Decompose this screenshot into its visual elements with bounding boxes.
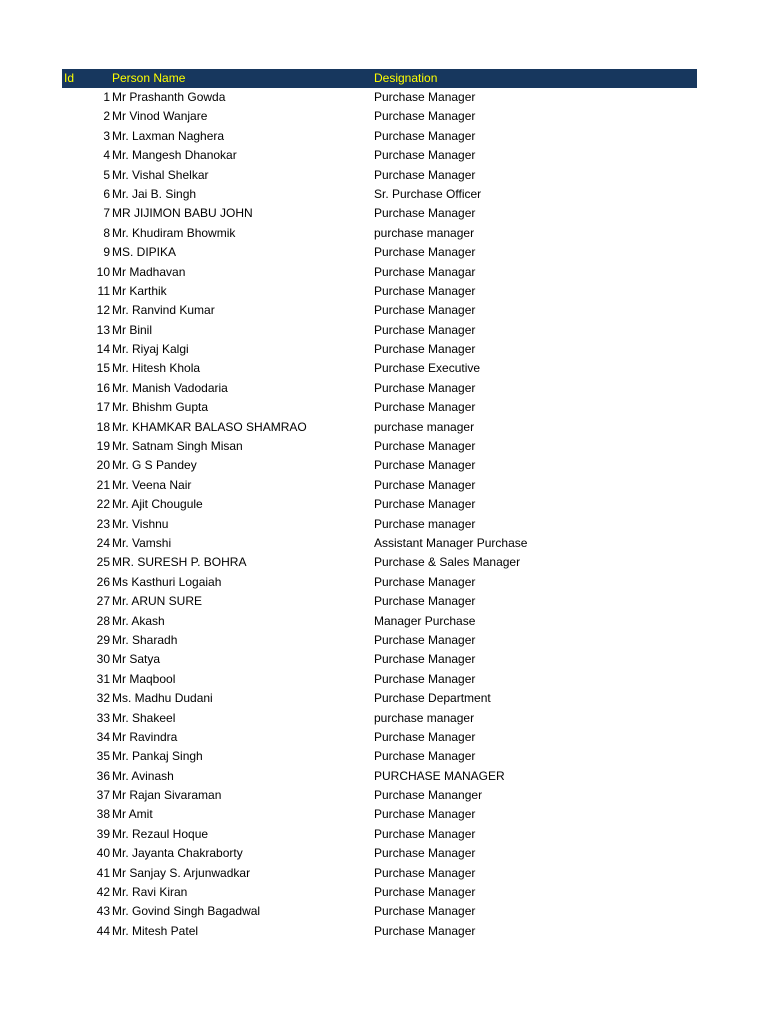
- row-person-name: Mr Ravindra: [112, 729, 178, 744]
- row-person-name: Mr. Satnam Singh Misan: [112, 439, 243, 454]
- row-person-name: Mr Binil: [112, 322, 153, 337]
- table-body: [62, 88, 697, 941]
- row-id: 38: [96, 807, 110, 822]
- row-id: 2: [103, 109, 110, 124]
- row-designation: Purchase Manager: [374, 109, 476, 124]
- table-row: [62, 709, 697, 728]
- row-id: 25: [96, 555, 110, 570]
- row-designation: Purchase Manager: [374, 749, 476, 764]
- row-person-name: Ms Kasthuri Logaiah: [112, 574, 222, 589]
- row-designation: Purchase Mananger: [374, 788, 483, 803]
- table-row: [62, 631, 697, 650]
- row-designation: Assistant Manager Purchase: [374, 535, 528, 550]
- row-designation: purchase manager: [374, 419, 475, 434]
- row-designation: Purchase Manager: [374, 303, 476, 318]
- row-designation: Purchase Manager: [374, 652, 476, 667]
- row-person-name: Mr. Jayanta Chakraborty: [112, 846, 243, 861]
- row-id: 11: [97, 283, 110, 298]
- row-person-name: Mr. Vishnu: [112, 516, 169, 531]
- row-person-name: Mr. Pankaj Singh: [112, 749, 203, 764]
- row-designation: Purchase Manager: [374, 458, 476, 473]
- row-designation: Purchase Manager: [374, 807, 476, 822]
- row-designation: Purchase Manager: [374, 477, 476, 492]
- row-person-name: Mr. KHAMKAR BALASO SHAMRAO: [112, 419, 307, 434]
- table-row: [62, 670, 697, 689]
- table-row: [62, 825, 697, 844]
- row-designation: Purchase Manager: [374, 283, 476, 298]
- table-row: [62, 263, 697, 282]
- row-person-name: Mr. Mitesh Patel: [112, 923, 199, 938]
- row-designation: Purchase Department: [374, 691, 491, 706]
- row-person-name: Mr Vinod Wanjare: [112, 109, 208, 124]
- row-id: 24: [96, 535, 110, 550]
- row-designation: Purchase Manager: [374, 128, 476, 143]
- row-person-name: Mr. Avinash: [112, 768, 174, 783]
- table-row: [62, 689, 697, 708]
- row-id: 18: [96, 419, 110, 434]
- table-row: [62, 805, 697, 824]
- row-id: 4: [103, 148, 110, 163]
- table-row: [62, 398, 697, 417]
- table-row: [62, 495, 697, 514]
- row-person-name: Mr. Govind Singh Bagadwal: [112, 904, 261, 919]
- row-id: 31: [96, 671, 110, 686]
- table-row: [62, 515, 697, 534]
- table-row: [62, 573, 697, 592]
- row-designation: Purchase Manager: [374, 594, 476, 609]
- row-designation: Purchase Executive: [374, 361, 481, 376]
- row-designation: Purchase Manager: [374, 342, 476, 357]
- row-id: 19: [96, 439, 110, 454]
- row-id: 6: [103, 186, 110, 201]
- table-row: [62, 379, 697, 398]
- table-row: [62, 224, 697, 243]
- row-designation: Purchase Manager: [374, 885, 476, 900]
- row-designation: Purchase Manager: [374, 380, 476, 395]
- row-id: 23: [96, 516, 110, 531]
- row-designation: PURCHASE MANAGER: [374, 768, 505, 783]
- row-designation: Purchase Manager: [374, 497, 476, 512]
- row-id: 7: [103, 206, 110, 221]
- row-designation: Purchase Manager: [374, 322, 476, 337]
- row-person-name: Mr. Shakeel: [112, 710, 176, 725]
- table-header: [62, 69, 697, 88]
- row-person-name: Mr. Ranvind Kumar: [112, 303, 215, 318]
- table-row: [62, 282, 697, 301]
- row-id: 35: [96, 749, 110, 764]
- row-person-name: MR JIJIMON BABU JOHN: [112, 206, 253, 221]
- row-id: 3: [103, 128, 110, 143]
- row-id: 12: [96, 303, 110, 318]
- row-person-name: Mr. Sharadh: [112, 632, 178, 647]
- row-person-name: MR. SURESH P. BOHRA: [112, 555, 247, 570]
- row-designation: Purchase Manager: [374, 439, 476, 454]
- row-id: 43: [96, 904, 110, 919]
- table-row: [62, 204, 697, 223]
- table-row: [62, 340, 697, 359]
- row-designation: Purchase Manager: [374, 245, 476, 260]
- row-id: 42: [96, 885, 110, 900]
- row-designation: Purchase Manager: [374, 148, 476, 163]
- row-id: 16: [96, 380, 110, 395]
- row-person-name: Mr. Ajit Chougule: [112, 497, 203, 512]
- table-row: [62, 592, 697, 611]
- row-person-name: Mr. G S Pandey: [112, 458, 197, 473]
- row-designation: Purchase Manager: [374, 400, 476, 415]
- row-id: 37: [96, 788, 110, 803]
- row-person-name: Mr Rajan Sivaraman: [112, 788, 222, 803]
- row-person-name: Mr. Ravi Kiran: [112, 885, 188, 900]
- table-row: [62, 243, 697, 262]
- row-designation: Purchase Manager: [374, 632, 476, 647]
- table-row: [62, 553, 697, 572]
- row-id: 8: [103, 225, 110, 240]
- row-person-name: Mr Sanjay S. Arjunwadkar: [112, 865, 251, 880]
- table-row: [62, 844, 697, 863]
- row-person-name: Mr Karthik: [112, 283, 167, 298]
- row-person-name: MS. DIPIKA: [112, 245, 177, 260]
- row-id: 14: [96, 342, 110, 357]
- header-designation: Designation: [374, 71, 438, 85]
- row-id: 36: [96, 768, 110, 783]
- row-id: 44: [96, 923, 110, 938]
- row-designation: Purchase Manager: [374, 923, 476, 938]
- table-row: [62, 767, 697, 786]
- row-designation: Purchase Managar: [374, 264, 476, 279]
- table-row: [62, 534, 697, 553]
- table-row: [62, 166, 697, 185]
- row-id: 13: [96, 322, 110, 337]
- table-row: [62, 107, 697, 126]
- row-id: 26: [96, 574, 110, 589]
- table-row: [62, 476, 697, 495]
- row-id: 21: [96, 477, 110, 492]
- row-designation: Purchase & Sales Manager: [374, 555, 521, 570]
- row-person-name: Mr. Manish Vadodaria: [112, 380, 228, 395]
- row-id: 20: [96, 458, 110, 473]
- row-designation: Purchase Manager: [374, 574, 476, 589]
- row-id: 32: [96, 691, 110, 706]
- table-row: [62, 437, 697, 456]
- row-person-name: Mr. Jai B. Singh: [112, 186, 197, 201]
- row-designation: Purchase Manager: [374, 90, 476, 104]
- row-person-name: Mr Madhavan: [112, 264, 186, 279]
- table-row: [62, 728, 697, 747]
- table-row: [62, 88, 697, 107]
- table-row: [62, 127, 697, 146]
- row-id: 22: [96, 497, 110, 512]
- row-designation: Manager Purchase: [374, 613, 476, 628]
- row-id: 29: [96, 632, 110, 647]
- row-id: 34: [96, 729, 110, 744]
- table-row: [62, 301, 697, 320]
- table-row: [62, 456, 697, 475]
- row-person-name: Mr. Vamshi: [112, 535, 172, 550]
- header-id: Id: [64, 71, 75, 85]
- row-designation: purchase manager: [374, 225, 475, 240]
- row-designation: purchase manager: [374, 710, 475, 725]
- row-id: 9: [103, 245, 110, 260]
- row-id: 17: [96, 400, 110, 415]
- row-person-name: Mr. Mangesh Dhanokar: [112, 148, 237, 163]
- row-designation: Purchase Manager: [374, 729, 476, 744]
- row-designation: Purchase Manager: [374, 671, 476, 686]
- table-row: [62, 883, 697, 902]
- row-person-name: Mr Maqbool: [112, 671, 176, 686]
- row-id: 1: [103, 90, 110, 104]
- row-person-name: Mr. Veena Nair: [112, 477, 192, 492]
- table-row: [62, 922, 697, 941]
- row-person-name: Mr. Rezaul Hoque: [112, 826, 209, 841]
- row-designation: Purchase manager: [374, 516, 476, 531]
- table-row: [62, 864, 697, 883]
- contacts-table: [62, 69, 697, 941]
- table-row: [62, 902, 697, 921]
- table-row: [62, 747, 697, 766]
- table-row: [62, 650, 697, 669]
- row-id: 39: [96, 826, 110, 841]
- row-designation: Sr. Purchase Officer: [374, 186, 482, 201]
- row-person-name: Mr Amit: [112, 807, 153, 822]
- row-designation: Purchase Manager: [374, 865, 476, 880]
- table-row: [62, 321, 697, 340]
- header-person-name: Person Name: [112, 71, 186, 85]
- table-row: [62, 146, 697, 165]
- row-designation: Purchase Manager: [374, 167, 476, 182]
- table-row: [62, 612, 697, 631]
- table-row: [62, 786, 697, 805]
- table-row: [62, 359, 697, 378]
- row-id: 5: [103, 167, 110, 182]
- row-id: 41: [96, 865, 110, 880]
- table-row: [62, 185, 697, 204]
- row-person-name: Mr. Hitesh Khola: [112, 361, 201, 376]
- row-id: 28: [96, 613, 110, 628]
- row-person-name: Mr. Bhishm Gupta: [112, 400, 209, 415]
- row-id: 27: [96, 594, 110, 609]
- row-person-name: Mr Satya: [112, 652, 161, 667]
- row-person-name: Mr Prashanth Gowda: [112, 90, 226, 104]
- row-person-name: Mr. ARUN SURE: [112, 594, 203, 609]
- row-person-name: Mr. Laxman Naghera: [112, 128, 225, 143]
- row-id: 10: [96, 264, 110, 279]
- row-person-name: Mr. Akash: [112, 613, 165, 628]
- table-row: [62, 418, 697, 437]
- row-id: 30: [96, 652, 110, 667]
- row-id: 15: [96, 361, 110, 376]
- row-designation: Purchase Manager: [374, 904, 476, 919]
- row-person-name: Mr. Khudiram Bhowmik: [112, 225, 236, 240]
- row-designation: Purchase Manager: [374, 206, 476, 221]
- row-person-name: Ms. Madhu Dudani: [112, 691, 213, 706]
- row-designation: Purchase Manager: [374, 846, 476, 861]
- row-id: 40: [96, 846, 110, 861]
- row-id: 33: [96, 710, 110, 725]
- row-designation: Purchase Manager: [374, 826, 476, 841]
- row-person-name: Mr. Vishal Shelkar: [112, 167, 209, 182]
- row-person-name: Mr. Riyaj Kalgi: [112, 342, 189, 357]
